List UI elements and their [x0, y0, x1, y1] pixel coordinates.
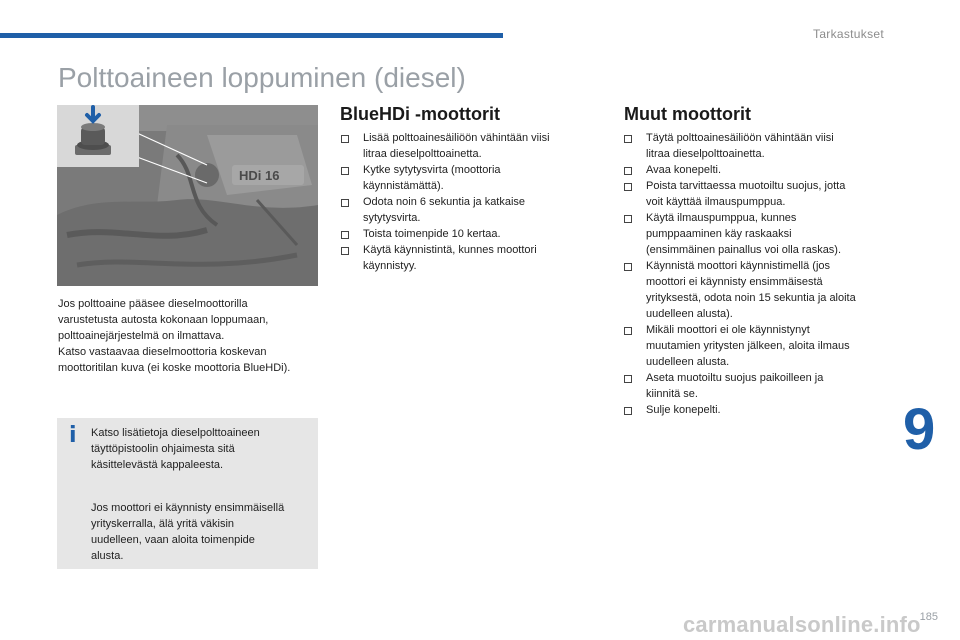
step-item — [341, 226, 581, 242]
step-line: käynnistyy. — [363, 260, 417, 272]
step-line: Täytä polttoainesäiliöön vähintään viisi — [646, 132, 834, 144]
info-line: Jos moottori ei käynnisty ensimmäisellä — [91, 502, 285, 514]
body-line: polttoainejärjestelmä on ilmattava. — [58, 330, 225, 342]
other-engines-heading: Muut moottorit — [624, 104, 751, 124]
step-line: litraa dieselpolttoainetta. — [646, 148, 765, 160]
step-line: Mikäli moottori ei ole käynnistynyt — [646, 324, 810, 336]
step-line: Aseta muotoiltu suojus paikoilleen ja — [646, 372, 824, 384]
step-line: sytytysvirta. — [363, 212, 421, 224]
step-item — [624, 370, 889, 402]
checkbox-bullet-icon — [624, 135, 632, 143]
page-title: Polttoaineen loppuminen (diesel) — [58, 62, 466, 93]
step-line: Lisää polttoainesäiliöön vähintään viisi — [363, 132, 550, 144]
checkbox-bullet-icon — [624, 263, 632, 271]
info-text-fuel-nozzle — [91, 425, 313, 473]
checkbox-bullet-icon — [341, 135, 349, 143]
step-line: moottori ei käynnisty ensimmäisestä — [646, 276, 823, 288]
checkbox-bullet-icon — [341, 199, 349, 207]
checkbox-bullet-icon — [341, 247, 349, 255]
info-line: uudelleen, vaan aloita toimenpide — [91, 534, 255, 546]
checkbox-bullet-icon — [624, 375, 632, 383]
watermark: carmanualsonline.info — [683, 612, 921, 637]
engine-photo — [57, 105, 318, 286]
step-line: pumppaaminen käy raskaaksi — [646, 228, 792, 240]
other-engines-steps — [624, 130, 889, 418]
step-item — [624, 258, 889, 322]
checkbox-bullet-icon — [341, 167, 349, 175]
step-item — [341, 130, 581, 162]
body-line: moottoritilan kuva (ei koske moottoria BlueHDi). — [58, 362, 291, 374]
engine-badge: HDi 16 — [239, 168, 280, 183]
section-title: Tarkastukset — [813, 27, 884, 41]
step-item — [341, 162, 581, 194]
body-line: varustetusta autosta kokonaan loppumaan, — [58, 314, 269, 326]
step-item — [624, 210, 889, 258]
chapter-number: 9 — [903, 397, 936, 462]
info-line: alusta. — [91, 550, 124, 562]
step-line: Avaa konepelti. — [646, 164, 722, 176]
body-line: Katso vastaavaa dieselmoottoria koskevan — [58, 346, 267, 358]
info-box — [57, 418, 318, 569]
step-line: käynnistämättä). — [363, 180, 444, 192]
body-line: Jos polttoaine pääsee dieselmoottorilla — [58, 298, 248, 310]
step-line: Sulje konepelti. — [646, 404, 721, 416]
step-line: Odota noin 6 sekuntia ja katkaise — [363, 196, 526, 208]
step-line: Toista toimenpide 10 kertaa. — [363, 228, 501, 240]
info-line: yrityskerralla, älä yritä väkisin — [91, 518, 235, 530]
info-line: Katso lisätietoja dieselpolttoaineen — [91, 427, 260, 439]
checkbox-bullet-icon — [624, 183, 632, 191]
bluehdi-heading: BlueHDi -moottorit — [340, 104, 500, 124]
left-body-text — [58, 296, 323, 376]
step-line: uudelleen alusta. — [646, 356, 730, 368]
step-line: voit käyttää ilmauspumppua. — [646, 196, 786, 208]
step-item — [341, 194, 581, 226]
step-line: yrityksestä, odota noin 15 sekuntia ja aloita — [646, 292, 856, 304]
step-line: Käytä ilmauspumppua, kunnes — [646, 212, 797, 224]
page-number: 185 — [919, 611, 938, 623]
step-item — [341, 242, 581, 274]
info-icon: i — [69, 423, 77, 448]
info-line: täyttöpistoolin ohjaimesta sitä — [91, 443, 235, 455]
step-line: litraa dieselpolttoainetta. — [363, 148, 482, 160]
step-item — [624, 162, 889, 178]
step-item — [624, 130, 889, 162]
info-line: käsittelevästä kappaleesta. — [91, 459, 224, 471]
bluehdi-steps — [341, 130, 581, 274]
step-line: (ensimmäinen painallus voi olla raskas). — [646, 244, 842, 256]
step-item — [624, 322, 889, 370]
checkbox-bullet-icon — [341, 231, 349, 239]
step-item — [624, 178, 889, 210]
checkbox-bullet-icon — [624, 215, 632, 223]
top-accent-bar — [0, 33, 503, 38]
step-item — [624, 402, 889, 418]
step-line: Käynnistä moottori käynnistimellä (jos — [646, 260, 831, 272]
checkbox-bullet-icon — [624, 327, 632, 335]
step-line: Käytä käynnistintä, kunnes moottori — [363, 244, 537, 256]
info-text-restart — [91, 500, 313, 564]
checkbox-bullet-icon — [624, 167, 632, 175]
step-line: Kytke sytytysvirta (moottoria — [363, 164, 501, 176]
step-line: muutamien yritysten jälkeen, aloita ilmaus — [646, 340, 850, 352]
step-line: Poista tarvittaessa muotoiltu suojus, jotta — [646, 180, 846, 192]
step-line: kiinnitä se. — [646, 388, 698, 400]
checkbox-bullet-icon — [624, 407, 632, 415]
step-line: uudelleen alusta). — [646, 308, 733, 320]
